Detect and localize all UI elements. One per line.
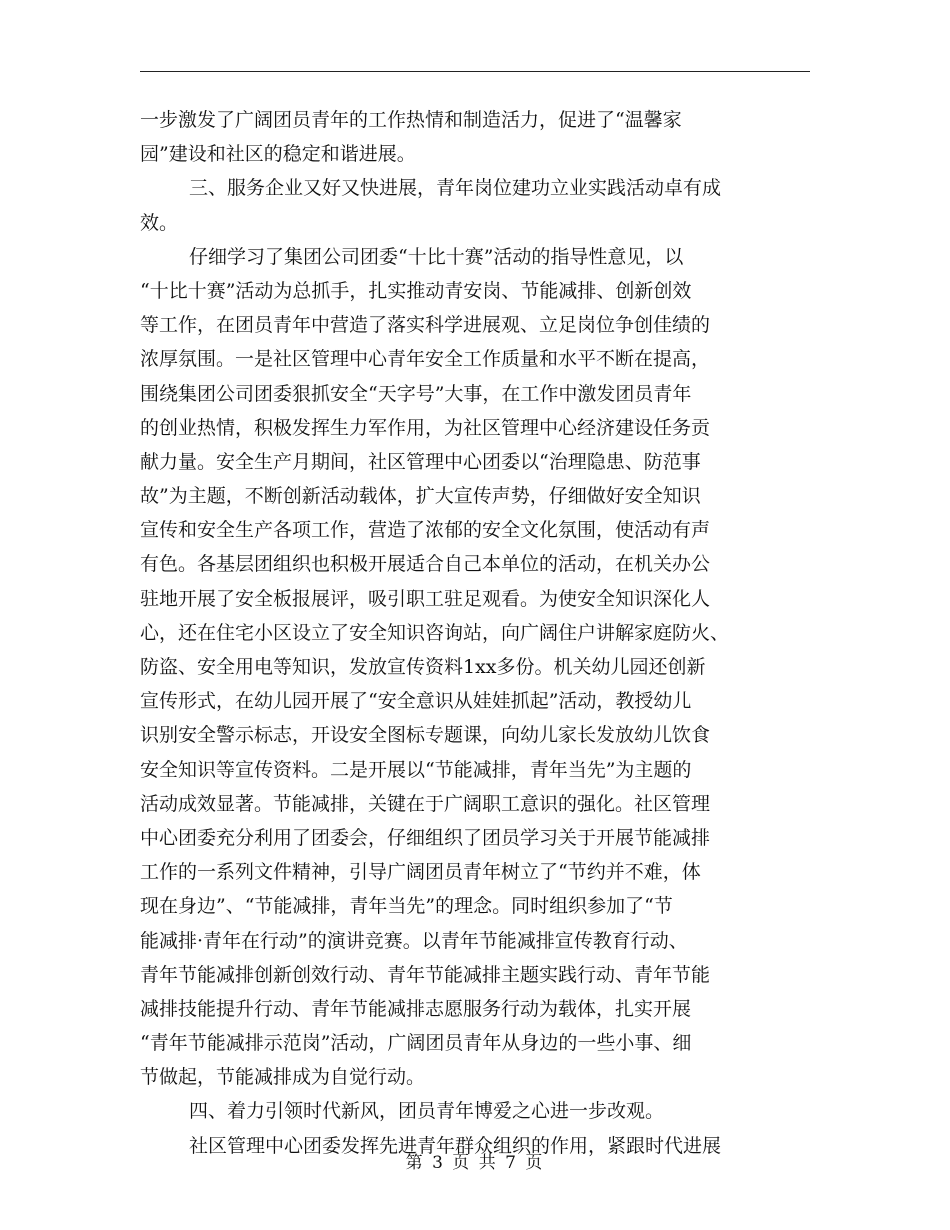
text-line: 现在身边”、“节能减排，青年当先”的理念。同时组织参加了“节 [140, 895, 673, 918]
text-line: 中心团委充分利用了团委会，仔细组织了团员学习关于开展节能减排 [140, 826, 711, 849]
page-number-footer: 第 3 页 共 7 页 [405, 1153, 545, 1173]
text-line: 心，还在住宅小区设立了安全知识咨询站，向广阔住户讲解家庭防火、 [140, 621, 730, 644]
text-line: 能减排·青年在行动”的演讲竞赛。以青年节能减排宣传教育行动、 [140, 929, 688, 952]
text-line: 社区管理中心团委发挥先进青年群众组织的作用，紧跟时代进展 [189, 1134, 722, 1157]
text-line: 故”为主题，不断创新活动载体，扩大宣传声势，仔细做好安全知识 [140, 485, 701, 508]
text-line: 浓厚氛围。一是社区管理中心青年安全工作质量和水平不断在提高， [140, 348, 711, 371]
text-line: 宣传形式，在幼儿园开展了“安全意识从娃娃抓起”活动，教授幼儿 [140, 690, 692, 713]
header-rule [140, 71, 810, 72]
text-line: 活动成效显著。节能减排，关键在于广阔职工意识的强化。社区管理 [140, 792, 711, 815]
text-line: “十比十赛”活动为总抓手，扎实推动青安岗、节能减排、创新创效 [140, 279, 692, 302]
text-line: 的创业热情，积极发挥生力军作用，为社区管理中心经济建设任务贡 [140, 416, 711, 439]
document-body [140, 103, 810, 1163]
text-line: 园”建设和社区的稳定和谐进展。 [140, 143, 416, 166]
text-line: 节做起，节能减排成为自觉行动。 [140, 1066, 426, 1089]
text-line: 仔细学习了集团公司团委“十比十赛”活动的指导性意见，以 [189, 245, 684, 268]
text-line: 宣传和安全生产各项工作，营造了浓郁的安全文化氛围，使活动有声 [140, 519, 711, 542]
text-line: 献力量。安全生产月期间，社区管理中心团委以“治理隐患、防范事 [140, 450, 701, 473]
text-line: “青年节能减排示范岗”活动，广阔团员青年从身边的一些小事、细 [140, 1032, 692, 1055]
text-line: 效。 [140, 211, 179, 234]
text-line: 驻地开展了安全板报展评，吸引职工驻足观看。为使安全知识深化人 [140, 587, 711, 610]
text-line: 围绕集团公司团委狠抓安全“天字号”大事，在工作中激发团员青年 [140, 382, 692, 405]
text-line: 安全知识等宣传资料。二是开展以“节能减排，青年当先”为主题的 [140, 758, 692, 781]
text-line: 等工作，在团员青年中营造了落实科学进展观、立足岗位争创佳绩的 [140, 314, 711, 337]
text-line: 四、着力引领时代新风，团员青年博爱之心进一步改观。 [189, 1100, 665, 1123]
text-line: 防盗、安全用电等知识，发放宣传资料1xx多份。机关幼儿园还创新 [140, 656, 706, 678]
text-line: 有色。各基层团组织也积极开展适合自己本单位的活动，在机关办公 [140, 553, 711, 576]
text-line: 识别安全警示标志，开设安全图标专题课，向幼儿家长发放幼儿饮食 [140, 724, 711, 747]
text-line: 工作的一系列文件精神，引导广阔团员青年树立了“节约并不难，体 [140, 861, 701, 884]
text-line: 减排技能提升行动、青年节能减排志愿服务行动为载体，扎实开展 [140, 997, 692, 1020]
text-line: 三、服务企业又好又快进展，青年岗位建功立业实践活动卓有成 [189, 177, 722, 200]
text-line: 一步激发了广阔团员青年的工作热情和制造活力，促进了“温馨家 [140, 109, 682, 131]
text-line: 青年节能减排创新创效行动、青年节能减排主题实践行动、青年节能 [140, 963, 711, 986]
